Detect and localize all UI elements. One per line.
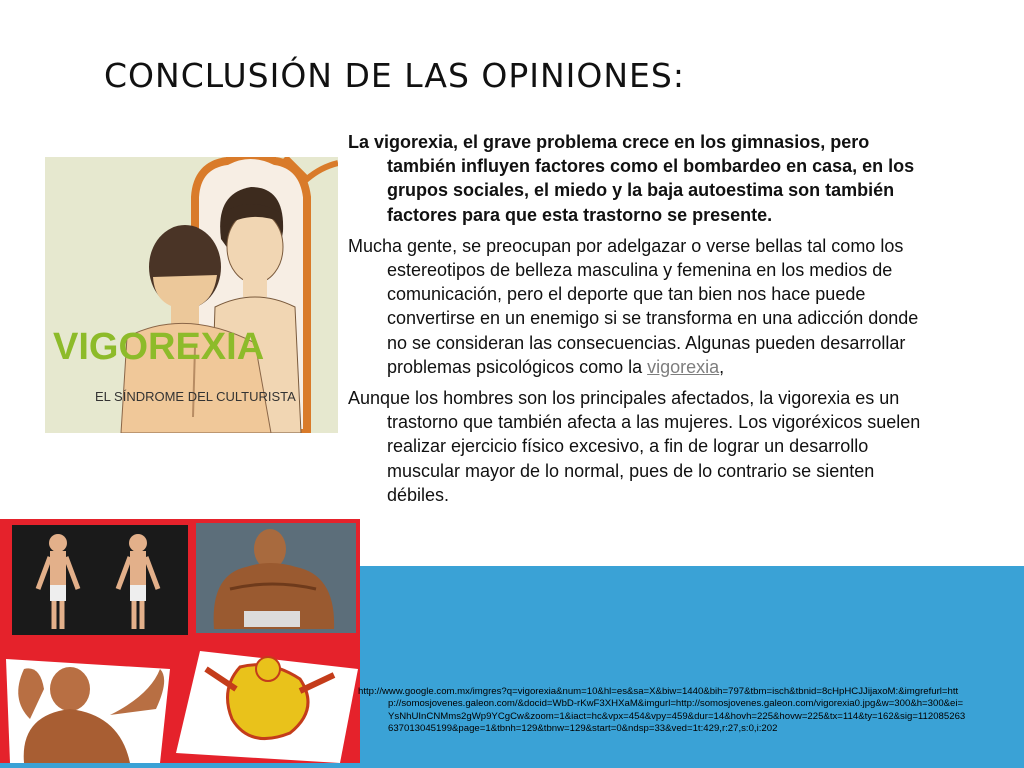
paragraph-2 — [348, 234, 938, 379]
vigorexia-logo-text: VIGOREXIA — [53, 326, 265, 368]
slide-title: CONCLUSIÓN DE LAS OPINIONES: — [104, 56, 685, 95]
paragraph-2-tail: , — [719, 356, 725, 377]
paragraph-3: Aunque los hombres son los principales afectados, la vigorexia es un trastorno que también afecta a las mujeres. Los vigoréxicos suelen realizar ejercicio físico excesivo, a fin de lograr un desarrollo muscular mayor de lo normal, pues de lo contrario se sienten débiles. — [348, 388, 921, 505]
vigorexia-link[interactable]: vigorexia — [647, 356, 720, 377]
slide-body — [348, 130, 938, 514]
vigorexia-caption: EL SÍNDROME DEL CULTURISTA — [95, 389, 296, 404]
vigorexia-illustration — [45, 157, 338, 433]
bodybuilder-collage — [0, 519, 360, 763]
source-url: http://www.google.com.mx/imgres?q=vigorexia&num=10&hl=es&sa=X&biw=1440&bih=797&tbm=isch&tbnid=8cHpHCJJijaxoM:&imgrefurl=http://somosjovenes.galeon.com/&docid=WbD-rKwF3XHXaM&imgurl=http://somosjovenes.galeon.com/vigorexia0.jpg&w=300&h=300&ei=YsNhUInCNMms2gWp9YCgCw&zoom=1&iact=hc&vpx=454&vpy=459&dur=14&hovh=225&hovw=225&tx=114&ty=162&sig=112085263637013045199&page=1&tbnh=129&tbnw=129&start=0&ndsp=33&ved=1t:429,r:27,s:0,i:202 — [358, 686, 966, 734]
paragraph-1: La vigorexia, el grave problema crece en los gimnasios, pero también influyen factores como el bombardeo en casa, en los grupos sociales, el miedo y la baja autoestima son también factores para que esta trastorno se presente. — [348, 132, 915, 225]
paragraph-2-text: Mucha gente, se preocupan por adelgazar o verse bellas tal como los estereotipos de belleza masculina y femenina en los medios de comunicación, pero el deporte que tan bien nos hace puede convertirse en un enemigo si se transforma en una adicción donde no se consideran las consecuencias. Algunas pueden desarrollar problemas psicológicos como la — [348, 235, 919, 377]
